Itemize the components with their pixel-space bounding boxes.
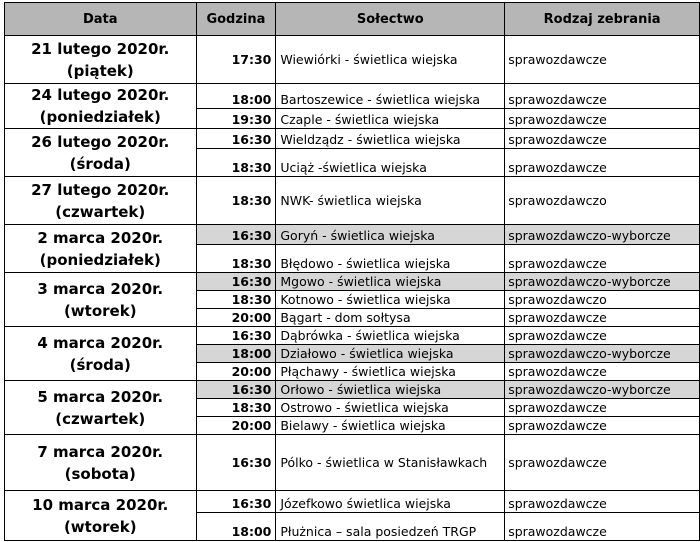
village-location: Pólko - świetlica w Stanisławkach <box>276 435 505 491</box>
date-cell <box>5 491 197 541</box>
village-location: Płąchawy - świetlica wiejska <box>276 363 505 381</box>
meeting-weekday: (wtorek) <box>63 301 137 320</box>
meeting-type: sprawozdawcze <box>505 108 700 128</box>
meeting-time: 16:30 <box>196 381 276 399</box>
meeting-type: sprawozdawcze <box>505 363 700 381</box>
header-date: Data <box>5 3 197 36</box>
header-time: Godzina <box>196 3 276 36</box>
meeting-time: 16:30 <box>196 225 276 245</box>
meeting-time: 16:30 <box>196 273 276 291</box>
village-location: Dąbrówka - świetlica wiejska <box>276 327 505 345</box>
meeting-type: sprawozdawcze <box>505 149 700 177</box>
meeting-weekday: (środa) <box>69 154 131 173</box>
meeting-type: sprawozdawcze <box>505 417 700 435</box>
table-row <box>5 84 700 109</box>
village-location: Wiewiórki - świetlica wiejska <box>276 36 505 84</box>
meeting-time: 16:30 <box>196 435 276 491</box>
meeting-time: 18:00 <box>196 345 276 363</box>
meeting-weekday: (środa) <box>69 355 131 374</box>
date-cell <box>5 84 197 129</box>
meeting-type: sprawozdawcze <box>505 399 700 417</box>
date-cell <box>5 327 197 381</box>
meeting-weekday: (czwartek) <box>55 409 146 428</box>
meeting-time: 20:00 <box>196 309 276 327</box>
village-location: Działowo - świetlica wiejska <box>276 345 505 363</box>
village-location: Czaple - świetlica wiejska <box>276 108 505 128</box>
meeting-type: sprawozdawczo-wyborcze <box>505 225 700 245</box>
table-row <box>5 225 700 245</box>
meeting-time: 18:00 <box>196 513 276 541</box>
date-cell <box>5 129 197 177</box>
meeting-time: 20:00 <box>196 363 276 381</box>
village-location: Błędowo - świetlica wiejska <box>276 245 505 273</box>
date-cell <box>5 177 197 225</box>
table-row <box>5 177 700 225</box>
meeting-date: 24 lutego 2020r. <box>31 86 170 104</box>
meeting-weekday: (poniedziałek) <box>39 250 161 269</box>
village-location: Bągart - dom sołtysa <box>276 309 505 327</box>
meeting-date: 5 marca 2020r. <box>37 387 164 406</box>
meeting-type: sprawozdawcze <box>505 129 700 149</box>
meeting-type: sprawozdawcze <box>505 245 700 273</box>
meeting-time: 19:30 <box>196 108 276 128</box>
table-row <box>5 36 700 84</box>
schedule-body <box>5 36 700 541</box>
date-cell <box>5 381 197 435</box>
header-village: Sołectwo <box>276 3 505 36</box>
table-row <box>5 381 700 399</box>
table-row <box>5 129 700 149</box>
village-location: Bartoszewice - świetlica wiejska <box>276 84 505 109</box>
meeting-type: sprawozdawcze <box>505 491 700 513</box>
village-location: Uciąż -świetlica wiejska <box>276 149 505 177</box>
meeting-type: sprawozdawczo-wyborcze <box>505 381 700 399</box>
meeting-time: 16:30 <box>196 327 276 345</box>
header-meeting-type: Rodzaj zebrania <box>505 3 700 36</box>
village-location: Bielawy - świetlica wiejska <box>276 417 505 435</box>
meeting-type: sprawozdawczo-wyborcze <box>505 273 700 291</box>
meeting-time: 18:30 <box>196 399 276 417</box>
meeting-date: 4 marca 2020r. <box>37 333 164 352</box>
meeting-date: 26 lutego 2020r. <box>31 132 170 151</box>
village-location: Kotnowo - świetlica wiejska <box>276 291 505 309</box>
meeting-type: sprawozdawcze <box>505 309 700 327</box>
meeting-time: 18:30 <box>196 245 276 273</box>
meeting-weekday: (piątek) <box>66 61 134 80</box>
village-location: Ostrowo - świetlica wiejska <box>276 399 505 417</box>
table-row <box>5 327 700 345</box>
date-cell <box>5 36 197 84</box>
meeting-date: 2 marca 2020r. <box>37 228 164 247</box>
village-location: Mgowo - świetlica wiejska <box>276 273 505 291</box>
meeting-weekday: (poniedziałek) <box>39 108 161 126</box>
meeting-date: 3 marca 2020r. <box>37 279 164 298</box>
meeting-weekday: (sobota) <box>64 464 136 483</box>
meeting-type: sprawozdawczo <box>505 177 700 225</box>
meeting-weekday: (wtorek) <box>63 517 137 536</box>
meeting-type: sprawozdawcze <box>505 513 700 541</box>
village-location: Goryń - świetlica wiejska <box>276 225 505 245</box>
meeting-type: sprawozdawczo <box>505 291 700 309</box>
village-location: NWK- świetlica wiejska <box>276 177 505 225</box>
village-location: Orłowo - świetlica wiejska <box>276 381 505 399</box>
meeting-time: 16:30 <box>196 491 276 513</box>
meeting-time: 17:30 <box>196 36 276 84</box>
table-row <box>5 491 700 513</box>
date-cell <box>5 225 197 273</box>
meeting-type: sprawozdawcze <box>505 84 700 109</box>
village-location: Wieldządz - świetlica wiejska <box>276 129 505 149</box>
meeting-time: 16:30 <box>196 129 276 149</box>
village-location: Płużnica – sala posiedzeń TRGP <box>276 513 505 541</box>
meeting-time: 18:30 <box>196 177 276 225</box>
meeting-weekday: (czwartek) <box>55 202 146 221</box>
meeting-type: sprawozdawcze <box>505 435 700 491</box>
meeting-date: 27 lutego 2020r. <box>31 180 170 199</box>
village-location: Józefkowo świetlica wiejska <box>276 491 505 513</box>
meeting-type: sprawozdawcze <box>505 327 700 345</box>
meeting-time: 18:30 <box>196 291 276 309</box>
meeting-date: 10 marca 2020r. <box>32 495 169 514</box>
header-row <box>5 3 700 36</box>
meeting-type: sprawozdawcze <box>505 36 700 84</box>
meeting-date: 21 lutego 2020r. <box>31 39 170 58</box>
meetings-schedule-table <box>4 2 700 541</box>
meeting-time: 20:00 <box>196 417 276 435</box>
table-row <box>5 273 700 291</box>
meeting-time: 18:00 <box>196 84 276 109</box>
date-cell <box>5 435 197 491</box>
meeting-date: 7 marca 2020r. <box>37 442 164 461</box>
meeting-type: sprawozdawczo-wyborcze <box>505 345 700 363</box>
date-cell <box>5 273 197 327</box>
table-row <box>5 435 700 491</box>
meeting-time: 18:30 <box>196 149 276 177</box>
